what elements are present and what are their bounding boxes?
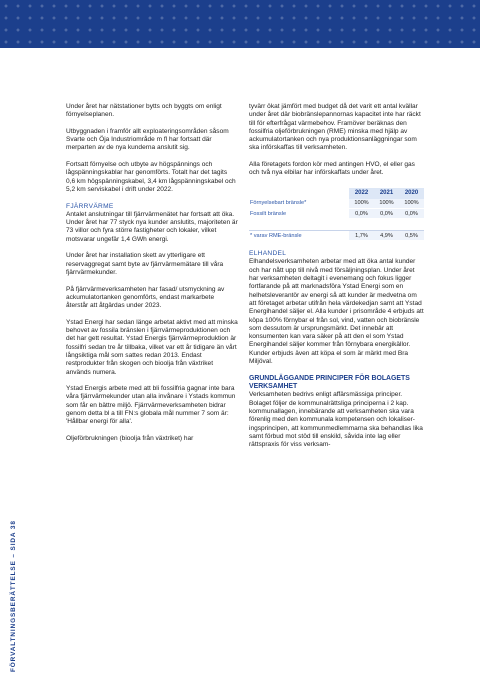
paragraph: Alla företagets fordon kör med antingen HVO, el eller gas och två nya elbilar har införskaffats under året. <box>249 161 415 177</box>
fuel-share-table <box>249 188 424 242</box>
row-label: Fossilt bränsle <box>249 209 349 219</box>
table-cell: 4,9% <box>374 231 399 241</box>
paragraph: tyvärr ökat jämfört med budget då det varit ett antal kvällar under året där biobränslepannornas kapacitet inte har räckt till för efterfrågat värmebehov. Framöver beräknas den fossilfria oljeförbrukningen (RME) minska med hjälp av ackumulatortanken och nya produktionsanläggningar som ska införskaffas till verksamheten. <box>249 103 421 152</box>
row-label: * varav RME-bränsle <box>249 231 349 241</box>
paragraph: Ystad Energi har sedan länge arbetat aktivt med att minska behovet av fossila bränslen i fjärrvärmeproduktionen och det har gett resultat. Ystad Energis fjärrvärmeproduktion är fossilfri sedan tre år tillbaka, vilket var ett år tidigare än vårt långsiktiga mål som sattes redan 2013. Endast restprodukter från skogen och bioolja från växtriket används numera. <box>66 318 238 376</box>
left-text-column <box>66 103 238 451</box>
paragraph: Verksamheten bedrivs enligt affärsmässiga principer. Bolaget följer de kommunalrättsliga principerna i 2 kap. kommunallagen, innebärande att verksamheten ska vara förenlig med den kommunala kompetensen och lokaliseringsprincipen, att kommunmedlemmarna ska behandlas lika samt förbud mot stöd till enskild, såvida inte lag eller rättspraxis för viss verksam- <box>249 391 423 449</box>
table-header-row <box>249 188 424 199</box>
paragraph: Under året har installation skett av ytterligare ett reservaggregat samt byte av fjärrvärmemätare till våra fjärrvärmekunder. <box>66 252 224 276</box>
paragraph: Under året har nätstationer bytts och byggts om enligt förnyelseplanen. <box>66 103 222 119</box>
table-cell: 100% <box>374 199 399 209</box>
year-header: 2022 <box>349 188 374 199</box>
table-row <box>249 199 424 209</box>
side-section-label: FÖRVALTNINGSBERÄTTELSE – SIDA 38 <box>10 520 17 672</box>
paragraph: Utbyggnaden i framför allt exploateringsområden såsom Svarte och Öja Industriområde m fl har fortsatt där merparten av de nya kunderna anslutit sig. <box>66 127 229 152</box>
section-heading-fjarrvarme: FJÄRRVÄRME <box>66 202 114 210</box>
header-band <box>0 0 480 48</box>
paragraph: Elhandelsverksamheten arbetar med att öka antal kunder och har nått upp till nivå med försäljningsplan. Under året har verksamheten deltagit i evenemang och fokus ligger fortfarande på att marknadsföra Ystad Energi som en helhetsleverantör av energi så att kunder är medvetna om att företaget arbetar utifrån hela värdekedjan samt att Ystad Energihandel säljer el. Alla kunder i prisområde 4 erbjuds att köpa 100% förnybar el från sol, vind, vatten och biobränsle som dessutom är ursprungsmärkt. Det innebär att konsumenten kan vara säker på att den el som Ystad Energihandel säljer kommer från förnybara energikällor. Kunder erbjuds även att köpa el som är märkt med Bra Miljöval. <box>249 258 424 366</box>
table-spacer <box>249 219 424 231</box>
paragraph: Oljeförbrukningen (bioolja från växtriket) har <box>66 434 194 442</box>
table-cell: 0,0% <box>399 209 424 219</box>
table-cell: 100% <box>349 199 374 209</box>
paragraph: Antalet anslutningar till fjärrvärmenätet har fortsatt att öka. Under året har 77 styck nya kunder anslutits, majoriteten är 73 villor och fyra större fastigheter och lokaler, vilket motsvarar ungefär 1,4 GWh energi. <box>66 210 238 243</box>
paragraph: Fortsatt förnyelse och utbyte av högspännings och lågspänningskablar har genomförts. Totalt har det tagits 0,6 km högspänningskabel, 3,4 km lågspänningskabel och 5,2 km serviskabel i drift under 2022. <box>66 161 236 193</box>
table-cell: 0,0% <box>374 209 399 219</box>
section-heading-elhandel: ELHANDEL <box>249 250 287 258</box>
right-text-column <box>249 103 424 458</box>
table-cell: 0,0% <box>349 209 374 219</box>
paragraph: På fjärrvärmeverksamheten har fasad/ utsmyckning av ackumulatortanken genomförts, endast markarbete återstår att åtgärdas under 2023. <box>66 285 225 310</box>
year-header: 2021 <box>374 188 399 199</box>
table-cell: 100% <box>399 199 424 209</box>
table-cell: 1,7% <box>349 231 374 241</box>
table-row <box>249 209 424 219</box>
row-label: Förnyelsebart bränsle* <box>249 199 349 209</box>
table-row-rme <box>249 231 424 241</box>
section-heading-principer: GRUNDLÄGGANDE PRINCIPER FÖR BOLAGETS VERKSAMHET <box>249 374 410 391</box>
year-header: 2020 <box>399 188 424 199</box>
paragraph: Ystad Energis arbete med att bli fossilfria gagnar inte bara våra fjärrvärmekunder utan alla invånare i Ystads kommun som får en bättre miljö. Fjärrvärmeverksamheten bidrar genom detta bl a till FN:s globala mål nummer 7 som är: 'Hållbar energi för alla'. <box>66 385 236 426</box>
table-cell: 0,5% <box>399 231 424 241</box>
